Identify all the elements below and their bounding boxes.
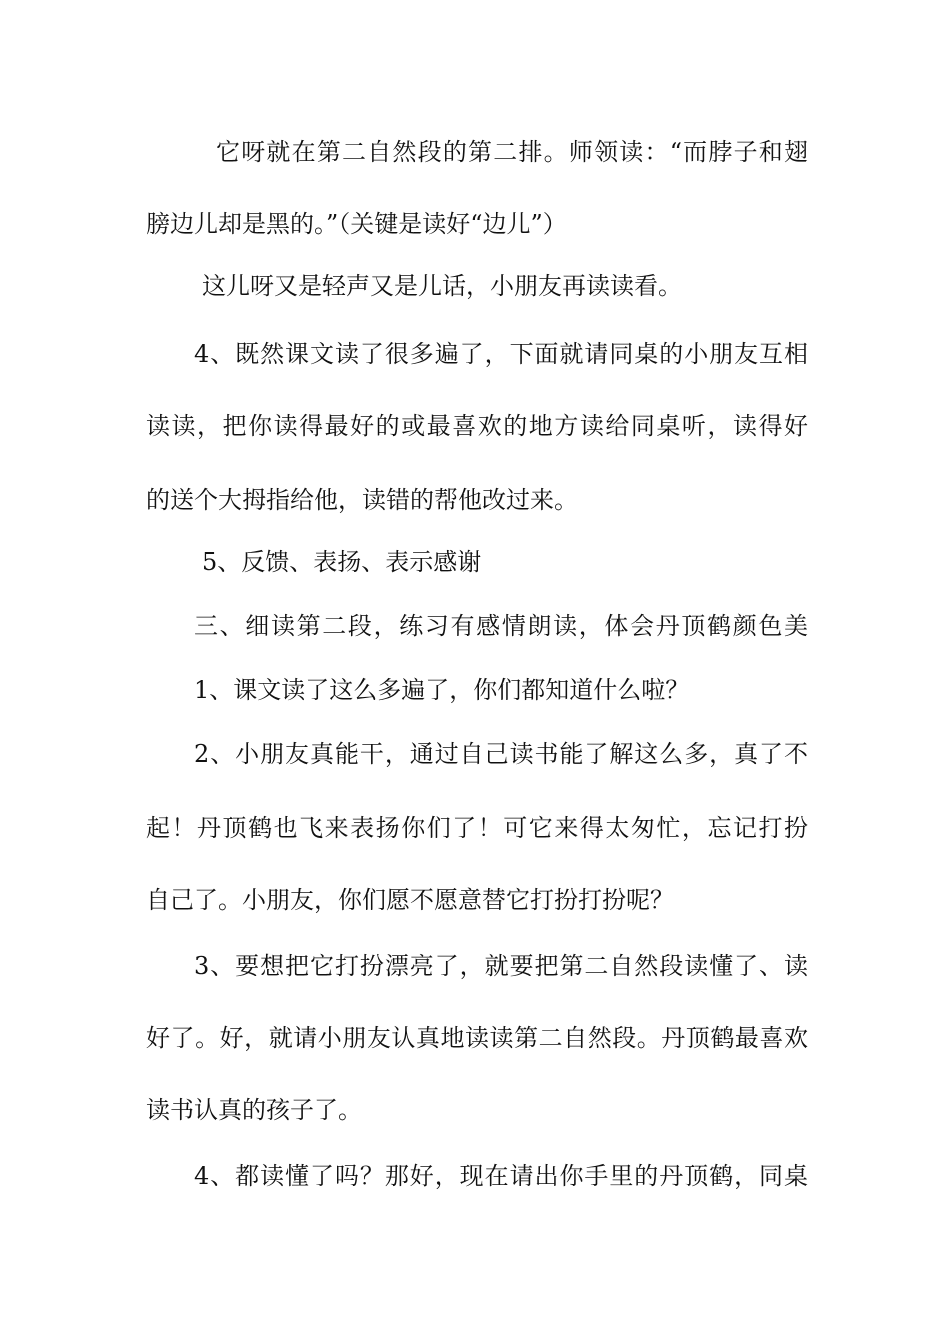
paragraph-line: 三、细读第二段，练习有感情朗读，体会丹顶鹤颜色美 <box>194 612 808 640</box>
paragraph-line: 膀边儿却是黑的。”（关键是读好“边儿”） <box>146 210 567 238</box>
paragraph-line: 1、课文读了这么多遍了，你们都知道什么啦？ <box>194 676 690 704</box>
paragraph-line: 读书认真的孩子了。 <box>146 1096 362 1124</box>
paragraph-line: 5、反馈、表扬、表示感谢 <box>202 548 482 576</box>
paragraph-line: 它呀就在第二自然段的第二排。师领读：“而脖子和翅 <box>216 138 808 166</box>
paragraph-line: 的送个大拇指给他，读错的帮他改过来。 <box>146 486 578 514</box>
paragraph-line: 起！丹顶鹤也飞来表扬你们了！可它来得太匆忙，忘记打扮 <box>146 814 808 842</box>
paragraph-line: 读读，把你读得最好的或最喜欢的地方读给同桌听，读得好 <box>146 412 808 440</box>
paragraph-line: 这儿呀又是轻声又是儿话，小朋友再读读看。 <box>202 272 682 300</box>
paragraph-line: 自己了。小朋友，你们愿不愿意替它打扮打扮呢？ <box>146 886 674 914</box>
paragraph-line: 2、小朋友真能干，通过自己读书能了解这么多，真了不 <box>194 740 808 768</box>
paragraph-line: 4、都读懂了吗？那好，现在请出你手里的丹顶鹤，同桌 <box>194 1162 808 1190</box>
paragraph-line: 好了。好，就请小朋友认真地读读第二自然段。丹顶鹤最喜欢 <box>146 1024 808 1052</box>
paragraph-line: 4、既然课文读了很多遍了，下面就请同桌的小朋友互相 <box>194 340 808 368</box>
paragraph-line: 3、要想把它打扮漂亮了，就要把第二自然段读懂了、读 <box>194 952 808 980</box>
